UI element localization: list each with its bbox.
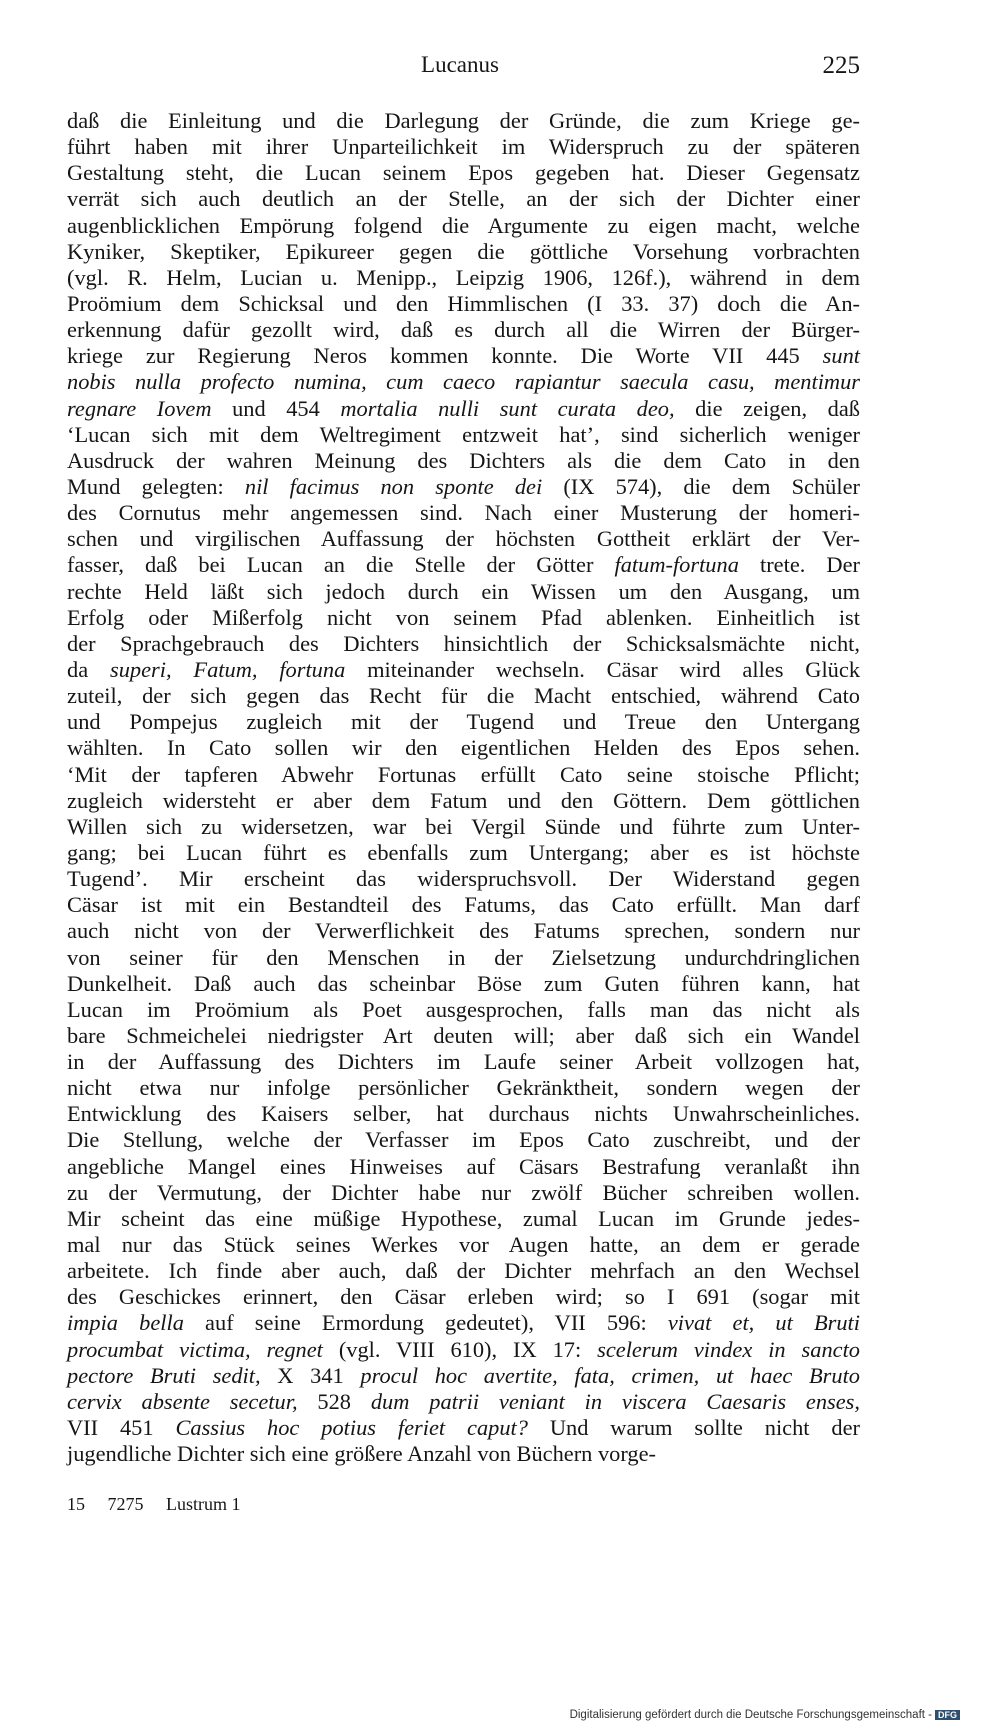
text-line: verrät sich auch deutlich an der Stelle, an der sich der Dichter einer <box>67 186 860 212</box>
text-line: Cäsar ist mit ein Bestandteil des Fatums, das Cato erfüllt. Man darf <box>67 892 860 918</box>
text-line: zugleich widersteht er aber dem Fatum und den Göttern. Dem göttlichen <box>67 787 860 813</box>
text-line: in der Auffassung des Dichters im Laufe seiner Arbeit vollzogen hat, <box>67 1049 860 1075</box>
text-line: mal nur das Stück seines Werkes vor Augen hatte, an dem er gerade <box>67 1232 860 1258</box>
text-line: Entwicklung des Kaisers selber, hat durchaus nichts Unwahrscheinliches. <box>67 1101 860 1127</box>
text-line: (vgl. R. Helm, Lucian u. Menipp., Leipzig 1906, 126f.), während in dem <box>67 264 860 290</box>
text-line: regnare Iovem und 454 mortalia nulli sunt curata deo, die zeigen, daß <box>67 395 860 421</box>
text-line: jugendliche Dichter sich eine größere Anzahl von Büchern vorge- <box>67 1441 656 1467</box>
text-line: cervix absente secetur, 528 dum patrii veniant in viscera Caesaris enses, <box>67 1388 860 1414</box>
italic-quote: superi, Fatum, fortuna <box>110 656 346 682</box>
text-line: ‘Mit der tapferen Abwehr Fortunas erfüllt Cato seine stoische Pflicht; <box>67 761 860 787</box>
text-line: und Pompejus zugleich mit der Tugend und Treue den Untergang <box>67 709 860 735</box>
credit-text: Digitalisierung gefördert durch die Deutsche Forschungsgemeinschaft - <box>569 1709 932 1721</box>
italic-quote: sunt <box>822 343 860 369</box>
text-line: ‘Lucan sich mit dem Weltregiment entzweit hat’, sind sicherlich weniger <box>67 421 860 447</box>
text-line: fasser, daß bei Lucan an die Stelle der Götter fatum-fortuna trete. Der <box>67 552 860 578</box>
italic-quote: scelerum vindex in sancto <box>597 1336 860 1362</box>
text-line: Mir scheint das eine müßige Hypothese, zumal Lucan im Grunde jedes- <box>67 1205 860 1231</box>
text-line: bare Schmeichelei niedrigster Art deuten will; aber daß sich ein Wandel <box>67 1022 860 1048</box>
text-line: Willen sich zu widersetzen, war bei Vergil Sünde und führte zum Unter- <box>67 813 860 839</box>
italic-quote: cervix absente secetur, <box>67 1388 298 1414</box>
italic-quote: pectore Bruti sedit, <box>67 1362 261 1388</box>
print-code: 7275 <box>107 1494 144 1514</box>
text-line: rechte Held läßt sich jedoch durch ein Wissen um den Ausgang, um <box>67 578 860 604</box>
page-number: 225 <box>822 52 860 79</box>
text-line: augenblicklichen Empörung folgend die Argumente zu eigen macht, welche <box>67 212 860 238</box>
text-line: daß die Einleitung und die Darlegung der Gründe, die zum Kriege ge- <box>67 108 860 133</box>
text-line: Mund gelegten: nil facimus non sponte dei (IX 574), die dem Schüler <box>67 473 860 499</box>
italic-quote: Cassius hoc potius feriet caput? <box>175 1415 528 1441</box>
text-line: kriege zur Regierung Neros kommen konnte. Die Worte VII 445 sunt <box>67 343 860 369</box>
text-line: gang; bei Lucan führt es ebenfalls zum Untergang; aber es ist höchste <box>67 839 860 865</box>
italic-quote: nil facimus non sponte dei <box>244 473 543 499</box>
page-footer <box>67 1494 259 1515</box>
text-line: schen und virgilischen Auffassung der höchsten Gottheit erklärt der Ver- <box>67 526 860 552</box>
italic-quote: mortalia nulli sunt curata deo, <box>340 395 675 421</box>
text-line: Erfolg oder Mißerfolg nicht von seinem Pfad ablenken. Einheitlich ist <box>67 604 860 630</box>
text-line: arbeitete. Ich finde aber auch, daß der Dichter mehrfach an den Wechsel <box>67 1258 860 1284</box>
dfg-logo: DFG <box>935 1710 960 1720</box>
italic-quote: procumbat victima, regnet <box>67 1336 323 1362</box>
text-line: von seiner für den Menschen in der Zielsetzung undurchdringlichen <box>67 944 860 970</box>
running-title: Lucanus <box>421 52 499 77</box>
text-line: Kyniker, Skeptiker, Epikureer gegen die göttliche Vorsehung vorbrachten <box>67 238 860 264</box>
publication-name: Lustrum 1 <box>166 1494 241 1514</box>
text-line: des Geschickes erinnert, den Cäsar erleben wird; so I 691 (sogar mit <box>67 1284 860 1310</box>
text-line: Ausdruck der wahren Meinung des Dichters als die dem Cato in den <box>67 447 860 473</box>
text-line: Lucan im Proömium als Poet ausgesprochen, falls man das nicht als <box>67 996 860 1022</box>
body-text <box>67 108 860 1467</box>
text-line: Die Stellung, welche der Verfasser im Epos Cato zuschreibt, und der <box>67 1127 860 1153</box>
text-line: angebliche Mangel eines Hinweises auf Cäsars Bestrafung veranlaßt ihn <box>67 1153 860 1179</box>
text-line: auch nicht von der Verwerflichkeit des Fatums sprechen, sondern nur <box>67 918 860 944</box>
text-line <box>67 369 860 395</box>
italic-quote: procul hoc avertite, fata, crimen, ut haec Bruto <box>360 1362 861 1388</box>
text-line: zu der Vermutung, der Dichter habe nur zwölf Bücher schreiben wollen. <box>67 1179 860 1205</box>
text-line: Tugend’. Mir erscheint das widerspruchsvoll. Der Widerstand gegen <box>67 866 860 892</box>
text-line: impia bella auf seine Ermordung gedeutet), VII 596: vivat et, ut Bruti <box>67 1310 860 1336</box>
text-line: erkennung dafür gezollt wird, daß es durch all die Wirren der Bürger- <box>67 317 860 343</box>
text-line: führt haben mit ihrer Unparteilichkeit im Widerspruch zu der späteren <box>67 134 860 160</box>
text-line: zuteil, der sich gegen das Recht für die Macht entschied, während Cato <box>67 683 860 709</box>
text-line: procumbat victima, regnet (vgl. VIII 610), IX 17: scelerum vindex in sancto <box>67 1336 860 1362</box>
text-line: pectore Bruti sedit, X 341 procul hoc avertite, fata, crimen, ut haec Bruto <box>67 1362 861 1388</box>
italic-quote: regnare Iovem <box>67 395 212 421</box>
text-line: Gestaltung steht, die Lucan seinem Epos gegeben hat. Dieser Gegensatz <box>67 160 860 186</box>
running-header <box>60 52 860 84</box>
text-line: da superi, Fatum, fortuna miteinander wechseln. Cäsar wird alles Glück <box>67 656 861 682</box>
text-line: des Cornutus mehr angemessen sind. Nach einer Musterung der homeri- <box>67 500 860 526</box>
italic-quote: impia bella <box>67 1310 184 1336</box>
italic-quote: vivat et, ut Bruti <box>667 1310 860 1336</box>
signature-number: 15 <box>67 1494 85 1514</box>
digitization-credit <box>570 1709 960 1721</box>
text-line: VII 451 Cassius hoc potius feriet caput? Und warum sollte nicht der <box>67 1415 860 1441</box>
text-line: Dunkelheit. Daß auch das scheinbar Böse zum Guten führen kann, hat <box>67 970 860 996</box>
italic-quote: nobis nulla profecto numina, cum caeco rapiantur saecula casu, mentimur <box>67 369 860 395</box>
text-line: der Sprachgebrauch des Dichters hinsichtlich der Schicksalsmächte nicht, <box>67 630 860 656</box>
text-line: Proömium dem Schicksal und den Himmlischen (I 33. 37) doch die An- <box>67 290 860 316</box>
italic-quote: dum patrii veniant in viscera Caesaris enses, <box>370 1388 860 1414</box>
italic-quote: fatum-fortuna <box>614 552 739 578</box>
text-line: nicht etwa nur infolge persönlicher Gekränktheit, sondern wegen der <box>67 1075 860 1101</box>
text-line: wählten. In Cato sollen wir den eigentlichen Helden des Epos sehen. <box>67 735 860 761</box>
